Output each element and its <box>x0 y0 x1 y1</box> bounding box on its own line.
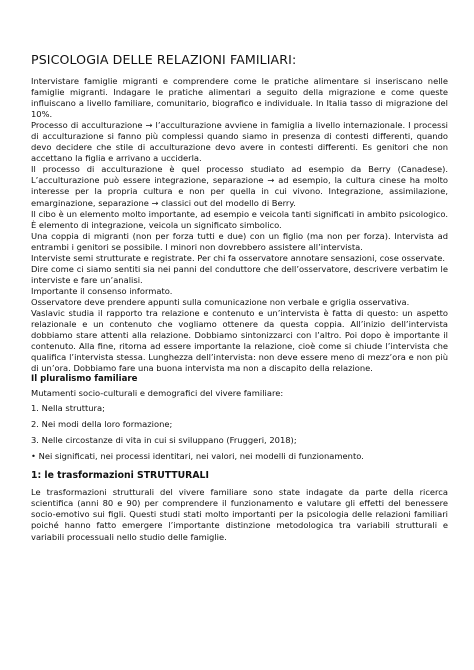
page-title: PSICOLOGIA DELLE RELAZIONI FAMILIARI: <box>31 52 297 67</box>
list-item-structure: 1. Nella struttura; <box>31 403 105 414</box>
paragraph-structural: Le trasformazioni strutturali del vivere familiare sono state indagate da parte della ricerca scientifica (anni 80 e 90) per comprendere il funzionamento e valutare gli effetti del benessere socio-emotivo sui figli. Questi studi stati molto importanti per la psicologia delle relazioni familiari poiché hanno fatto emergere l’importante distinzione metodologica tra variabili strutturali e variabili processuali nello studio delle famiglie. <box>31 487 448 542</box>
paragraph-vaslavic: Vaslavic studia il rapporto tra relazione e contenuto e un’intervista è fatta di questo: un aspetto relazionale e un contenuto che vogliamo ottenere da questa coppia. All’inizio dell’intervista dobbiamo stare attenti alla relazione. Dobbiamo sintonizzarci con l’altro. Poi dopo è importante il contenuto. Alla fine, ritorna ad essere importante la relazione, cioè come si chiude l’intervista che qualifica l’intervista stessa. Lunghezza dell’intervista: non deve essere meno di mezz’ora e non più di un’ora. Dobbiamo fare una buona intervista ma non a discapito della relazione. <box>31 307 448 374</box>
paragraph-verbatim: Dire come ci siamo sentiti sia nei panni del conduttore che dell’osservatore, descrivere verbatim le interviste e fare un’analisi. <box>31 263 448 285</box>
paragraph-semi-structured: Interviste semi strutturate e registrate. Per chi fa osservatore annotare sensazioni, cose osservate. <box>31 252 446 263</box>
paragraph-acculturation-process: Processo di acculturazione → l’acculturazione avviene in famiglia a livello internazionale. I processi di acculturazione si fanno più complessi quando siamo in presenza di contesti differenti, quando devo decidere che stile di acculturazione devo avere in contesti differenti. Es genitori che non accettano la figlia e arrivano a ucciderla. <box>31 120 448 164</box>
list-item-formation: 2. Nei modi della loro formazione; <box>31 419 173 430</box>
list-item-circumstances: 3. Nelle circostanze di vita in cui si sviluppano (Fruggeri, 2018); <box>31 435 297 446</box>
pluralism-intro: Mutamenti socio-culturali e demografici del vivere familiare: <box>31 388 284 399</box>
section-heading-structural: 1: le trasformazioni STRUTTURALI <box>31 470 209 482</box>
paragraph-intro: Intervistare famiglie migranti e comprendere come le pratiche alimentare si inseriscano nelle famiglie migranti. Indagare le pratiche alimentari a seguito della migrazione e come queste influiscano a livello familiare, comunitario, biografico e individuale. In Italia tasso di migrazione del 10%. <box>31 76 448 120</box>
paragraph-consent: Importante il consenso informato. <box>31 285 173 296</box>
paragraph-berry-model: Il processo di acculturazione è quel processo studiato ad esempio da Berry (Canadese). L’acculturazione può essere integrazione, separazione → ad esempio, la cultura cinese ha molto interesse per la propria cultura e non per quella in cui vivono. Integrazione, assimilazione, emarginazione, separazione → classici out del modello di Berry. <box>31 164 448 208</box>
paragraph-food: Il cibo è un elemento molto importante, ad esempio e veicola tanti significati in ambito psicologico. È elemento di integrazione, veicola un significato simbolico. <box>31 208 448 230</box>
pluralism-heading: Il pluralismo familiare <box>31 374 138 385</box>
list-item-meanings: • Nei significati, nei processi identitari, nei valori, nei modelli di funzionamento. <box>31 451 364 462</box>
paragraph-couple: Una coppia di migranti (non per forza tutti e due) con un figlio (ma non per forza). Intervista ad entrambi i genitori se possibile. I minori non dovrebbero assistere all’intervista. <box>31 230 448 252</box>
paragraph-observer: Osservatore deve prendere appunti sulla comunicazione non verbale e griglia osservativa. <box>31 296 410 307</box>
